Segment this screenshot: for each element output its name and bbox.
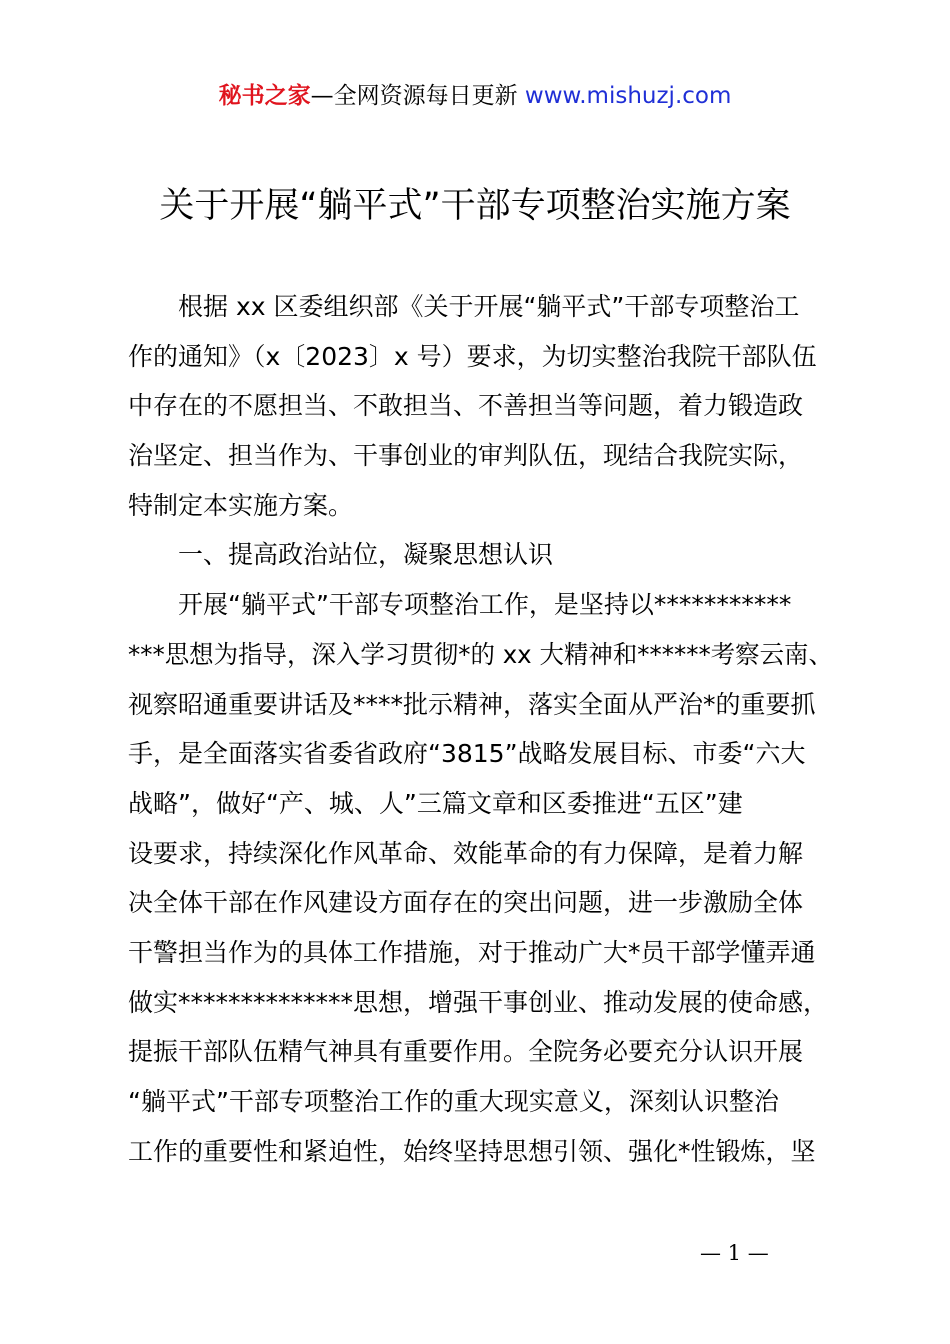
document-body: [128, 282, 833, 1176]
site-brand: 秘书之家: [218, 83, 311, 109]
body-line: 干警担当作为的具体工作措施，对于推动广大*员干部学懂弄通: [128, 937, 816, 967]
body-line: 设要求，持续深化作风革命、效能革命的有力保障，是着力解: [128, 838, 804, 868]
body-line: 中存在的不愿担当、不敢担当、不善担当等问题，着力锻造政: [128, 391, 804, 421]
site-url[interactable]: www.mishuzj.com: [524, 83, 732, 109]
body-line: 作的通知》（x〔2023〕x 号）要求，为切实整治我院干部队伍: [128, 341, 817, 371]
body-line: 特制定本实施方案。: [128, 490, 354, 520]
body-line: 工作的重要性和紧迫性，始终坚持思想引领、强化*性锻炼，坚: [128, 1136, 816, 1166]
body-line: 视察昭通重要讲话及****批示精神，落实全面从严治*的重要抓: [128, 689, 816, 719]
body-line: 做实**************思想，增强干事创业、推动发展的使命感，: [128, 987, 829, 1017]
site-header: [0, 80, 950, 112]
page-number: — 1 —: [700, 1241, 769, 1265]
body-line: 一、提高政治站位，凝聚思想认识: [178, 540, 554, 570]
site-tagline: —全网资源每日更新: [310, 83, 525, 109]
body-line: 战略”，做好“产、城、人”三篇文章和区委推进“五区”建: [128, 788, 743, 818]
body-line: “躺平式”干部专项整治工作的重大现实意义，深刻认识整治: [128, 1087, 779, 1116]
body-line: 根据 xx 区委组织部《关于开展“躺平式”干部专项整治工: [178, 292, 800, 321]
body-line: ***思想为指导，深入学习贯彻*的 xx 大精神和******考察云南、: [128, 639, 833, 669]
body-line: 开展“躺平式”干部专项整治工作，是坚持以***********: [178, 590, 792, 620]
body-line: 决全体干部在作风建设方面存在的突出问题，进一步激励全体: [128, 888, 804, 918]
body-line: 提振干部队伍精气神具有重要作用。全院务必要充分认识开展: [128, 1037, 804, 1067]
document-title: 关于开展“躺平式”干部专项整治实施方案: [159, 186, 791, 226]
body-line: 治坚定、担当作为、干事创业的审判队伍，现结合我院实际，: [128, 441, 804, 471]
body-line: 手，是全面落实省委省政府“3815”战略发展目标、市委“六大: [128, 739, 806, 769]
